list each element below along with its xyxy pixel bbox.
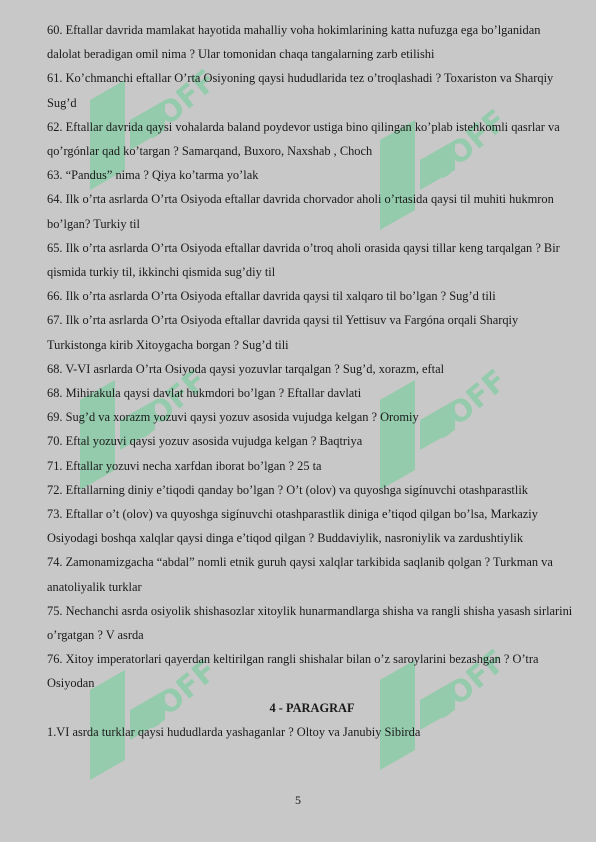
question-paragraph: 76. Xitoy imperatorlari qayerdan keltirilgan rangli shishalar bilan o’z saroylarini bezashgan ? O’tra Osiyodan — [47, 652, 539, 691]
svg-text:SOFF: SOFF — [423, 643, 514, 727]
question-paragraph: 65. Ilk o’rta asrlarda O’rta Osiyoda eftallar davrida o’troq aholi orasida qaysi tillar keng tarqalgan ? Bir qismida turkiy til, ikkinchi qismida sug’diy til — [47, 240, 560, 280]
question-paragraph: 75. Nechanchi asrda osiyolik shishasozlar xitoylik hunarmandlarga shisha va rangli shisha yasash sirlarini o’rgatgan ? V asrda — [47, 603, 573, 643]
svg-text:SOFF: SOFF — [423, 363, 514, 447]
question-paragraph: 74. Zamonamizgacha “abdal” nomli etnik guruh qaysi xalqlar tarkibida saqlanib qolgan ? Turkman va anatoliyalik turklar — [47, 555, 553, 594]
document-body — [47, 18, 577, 744]
question-paragraph: 70. Eftal yozuvi qaysi yozuv asosida vujudga kelgan ? Baqtriya — [47, 434, 363, 449]
question-paragraph: 72. Eftallarning diniy e’tiqodi qanday bo’lgan ? O’t (olov) va quyoshga sigínuvchi otashparastlik — [47, 482, 528, 497]
svg-text:SOFF: SOFF — [123, 363, 214, 447]
question-paragraph: 71. Eftallar yozuvi necha xarfdan iborat bo’lgan ? 25 ta — [47, 458, 322, 473]
question-paragraph: 66. Ilk o’rta asrlarda O’rta Osiyoda eftallar davrida qaysi til xalqaro til bo’lgan ? Sug’d tili — [47, 289, 496, 304]
question-paragraph: 68. Mihirakula qaysi davlat hukmdori bo’lgan ? Eftallar davlati — [47, 386, 362, 401]
question-paragraph: 64. Ilk o’rta asrlarda O’rta Osiyoda eftallar davrida chorvador aholi o’rtasida qaysi til muhiti hukmron bo’lgan? Turkiy til — [47, 192, 554, 231]
svg-text:SOFF: SOFF — [133, 653, 224, 737]
question-paragraph: 67. Ilk o’rta asrlarda O’rta Osiyoda eftallar davrida qaysi til Yettisuv va Fargóna orqali Sharqiy Turkistonga kirib Xitoygacha borgan ? Sug’d tili — [47, 313, 519, 352]
question-paragraph: 68. V-VI asrlarda O’rta Osiyoda qaysi yozuvlar tarqalgan ? Sug’d, xorazm, eftal — [47, 361, 445, 376]
question-paragraph: 73. Eftallar o’t (olov) va quyoshga sigínuvchi otashparastlik diniga e’tiqod qilgan bo’lsa, Markaziy Osiyodagi boshqa xalqlar qaysi dinga e’tiqod qilgan ? Buddaviylik, nasroniylik va zardushtiylik — [47, 507, 538, 546]
question-paragraph: 60. Eftallar davrida mamlakat hayotida mahalliy voha hokimlarining katta nufuzga ega bo’lganidan dalolat beradigan omil nima ? Ular tomonidan chaqa tangalarning zarb etilishi — [47, 23, 541, 62]
svg-text:SOFF: SOFF — [133, 63, 224, 147]
question-paragraph: 69. Sug’d va xorazm yozuvi qaysi yozuv asosida vujudga kelgan ? Oromiy — [47, 410, 419, 425]
question-paragraph: 61. Ko’chmanchi eftallar O’rta Osiyoning qaysi hududlarida tez o’troqlashadi ? Toxariston va Sharqiy Sug’d — [47, 71, 554, 110]
svg-text:SOFF: SOFF — [423, 103, 514, 187]
page-number: 5 — [295, 793, 301, 807]
question-paragraph: 62. Eftallar davrida qaysi vohalarda baland poydevor ustiga bino qilingan ko’plab istehkomli qasrlar va qo’rgónlar qad ko’targan ? Samarqand, Buxoro, Naxshab , Choch — [47, 119, 560, 159]
question-paragraph: 63. “Pandus” nima ? Qiya ko’tarma yo’lak — [47, 168, 259, 183]
section-heading: 4 - PARAGRAF — [269, 700, 355, 715]
question-paragraph: 1.VI asrda turklar qaysi hududlarda yashaganlar ? Oltoy va Janubiy Sibirda — [47, 724, 421, 739]
